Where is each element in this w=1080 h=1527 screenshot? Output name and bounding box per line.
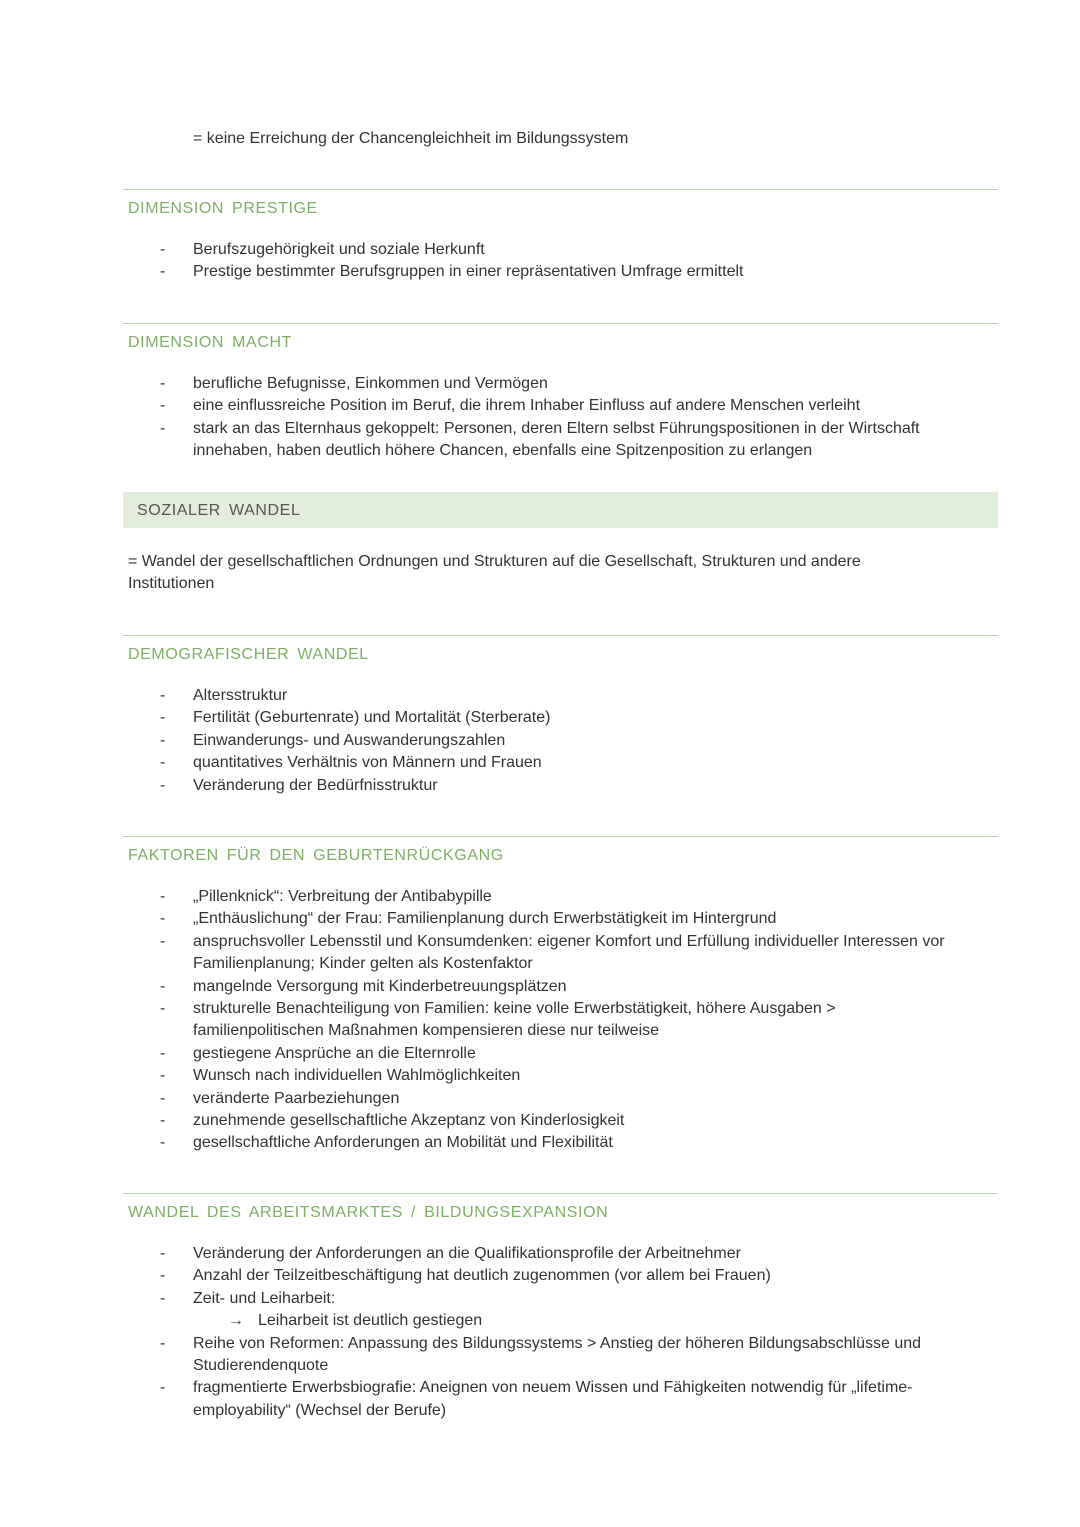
heading-demografischer-wandel: DEMOGRAFISCHER WANDEL <box>128 646 369 663</box>
heading-dimension-macht: DIMENSION MACHT <box>128 334 292 351</box>
dash-bullet: - <box>160 731 166 749</box>
list-item: - Fertilität (Geburtenrate) und Mortalität (Sterberate) <box>0 707 953 729</box>
dash-bullet: - <box>160 263 166 281</box>
list-item: - strukturelle Benachteiligung von Familien: keine volle Erwerbstätigkeit, höhere Ausgaben > familienpolitischen Maßnahmen kompensieren diese nur teilweise <box>160 1000 836 1040</box>
dash-bullet: - <box>160 1089 166 1107</box>
dash-bullet: - <box>160 1112 166 1130</box>
dash-bullet: - <box>160 888 166 905</box>
list-item: - Reihe von Reformen: Anpassung des Bildungssystems > Anstieg der höheren Bildungsabschlüsse und Studierendenquote <box>160 1334 922 1375</box>
heading-band-sozialer-wandel <box>123 492 998 528</box>
section-divider <box>123 635 998 636</box>
heading-arbeitsmarkt: WANDEL DES ARBEITSMARKTES / BILDUNGSEXPANSION <box>128 1204 609 1221</box>
dash-bullet: - <box>160 776 166 794</box>
list-item: - Veränderung der Anforderungen an die Qualifikationsprofile der Arbeitnehmer <box>0 1243 953 1265</box>
list-item: - Altersstruktur <box>0 685 953 707</box>
list-item: - Berufszugehörigkeit und soziale Herkunft <box>0 239 953 261</box>
dash-bullet: - <box>160 977 166 995</box>
list-item: - Anzahl der Teilzeitbeschäftigung hat deutlich zugenommen (vor allem bei Frauen) <box>0 1265 953 1287</box>
dash-bullet: - <box>160 1289 166 1307</box>
arrow-right-icon: → <box>228 1312 244 1330</box>
section-divider <box>123 189 998 190</box>
list-item: - eine einflussreiche Position im Beruf, die ihrem Inhaber Einfluss auf andere Menschen verleiht <box>0 395 953 417</box>
section-divider <box>123 836 998 837</box>
dash-bullet: - <box>160 754 166 772</box>
section-divider <box>123 1193 998 1194</box>
dash-bullet: - <box>160 375 166 392</box>
list-item: - Zeit- und Leiharbeit: <box>0 1288 953 1310</box>
heading-geburtenrueckgang: FAKTOREN FÜR DEN GEBURTENRÜCKGANG <box>128 847 504 864</box>
list-item: - Veränderung der Bedürfnisstruktur <box>0 775 953 797</box>
list-item: - Wunsch nach individuellen Wahlmöglichkeiten <box>0 1065 953 1087</box>
list-item: - fragmentierte Erwerbsbiografie: Aneignen von neuem Wissen und Fähigkeiten notwendig für „lifetime-employability“ (Wechsel der Berufe) <box>160 1379 913 1419</box>
list-item: - „Enthäuslichung“ der Frau: Familienplanung durch Erwerbstätigkeit im Hintergrund <box>0 908 953 930</box>
list-item: - mangelnde Versorgung mit Kinderbetreuungsplätzen <box>0 976 953 998</box>
list-item: - veränderte Paarbeziehungen <box>0 1088 953 1110</box>
dash-bullet: - <box>160 1134 166 1152</box>
section-divider <box>123 323 998 324</box>
heading-dimension-prestige: DIMENSION PRESTIGE <box>128 200 318 217</box>
dash-bullet: - <box>160 932 166 950</box>
list-item: - gesellschaftliche Anforderungen an Mobilität und Flexibilität <box>0 1132 953 1154</box>
dash-bullet: - <box>160 1267 166 1285</box>
dash-bullet: - <box>160 1379 166 1397</box>
list-item: - Prestige bestimmter Berufsgruppen in einer repräsentativen Umfrage ermittelt <box>0 261 953 283</box>
list-item: - gestiegene Ansprüche an die Elternrolle <box>0 1043 953 1065</box>
list-sub-item: → Leiharbeit ist deutlich gestiegen <box>0 1310 1018 1332</box>
demografie-list <box>0 685 953 797</box>
definition-sozialer-wandel: = Wandel der gesellschaftlichen Ordnungen und Strukturen auf die Gesellschaft, Strukturen und andere Institutionen <box>128 553 861 593</box>
heading-sozialer-wandel: SOZIALER WANDEL <box>137 502 301 519</box>
arbeitsmarkt-list <box>0 1243 1018 1422</box>
dash-bullet: - <box>160 1245 166 1262</box>
list-item: - berufliche Befugnisse, Einkommen und Vermögen <box>0 373 953 395</box>
list-item: - „Pillenknick“: Verbreitung der Antibabypille <box>0 886 953 908</box>
dash-bullet: - <box>160 1334 166 1352</box>
intro-line: = keine Erreichung der Chancengleichheit im Bildungssystem <box>193 130 629 147</box>
list-item: - anspruchsvoller Lebensstil und Konsumdenken: eigener Komfort und Erfüllung individueller Interessen vor Familienplanung; Kinder gelten als Kostenfaktor <box>160 932 945 973</box>
dash-bullet: - <box>160 419 166 437</box>
dash-bullet: - <box>160 241 166 258</box>
list-item: - quantitatives Verhältnis von Männern und Frauen <box>0 752 953 774</box>
dash-bullet: - <box>160 709 166 727</box>
prestige-list <box>0 239 953 284</box>
dash-bullet: - <box>160 1067 166 1085</box>
geburtenrueckgang-list <box>0 886 953 1155</box>
dash-bullet: - <box>160 397 166 415</box>
macht-list <box>0 373 953 463</box>
dash-bullet: - <box>160 687 166 704</box>
dash-bullet: - <box>160 910 166 928</box>
dash-bullet: - <box>160 1044 166 1062</box>
list-item: - Einwanderungs- und Auswanderungszahlen <box>0 730 953 752</box>
list-item: - zunehmende gesellschaftliche Akzeptanz von Kinderlosigkeit <box>0 1110 953 1132</box>
list-item: - stark an das Elternhaus gekoppelt: Personen, deren Eltern selbst Führungspositionen in der Wirtschaft innehaben, haben deutlich höhere Chancen, ebenfalls eine Spitzenposition zu erlangen <box>160 419 920 460</box>
dash-bullet: - <box>160 1000 166 1018</box>
